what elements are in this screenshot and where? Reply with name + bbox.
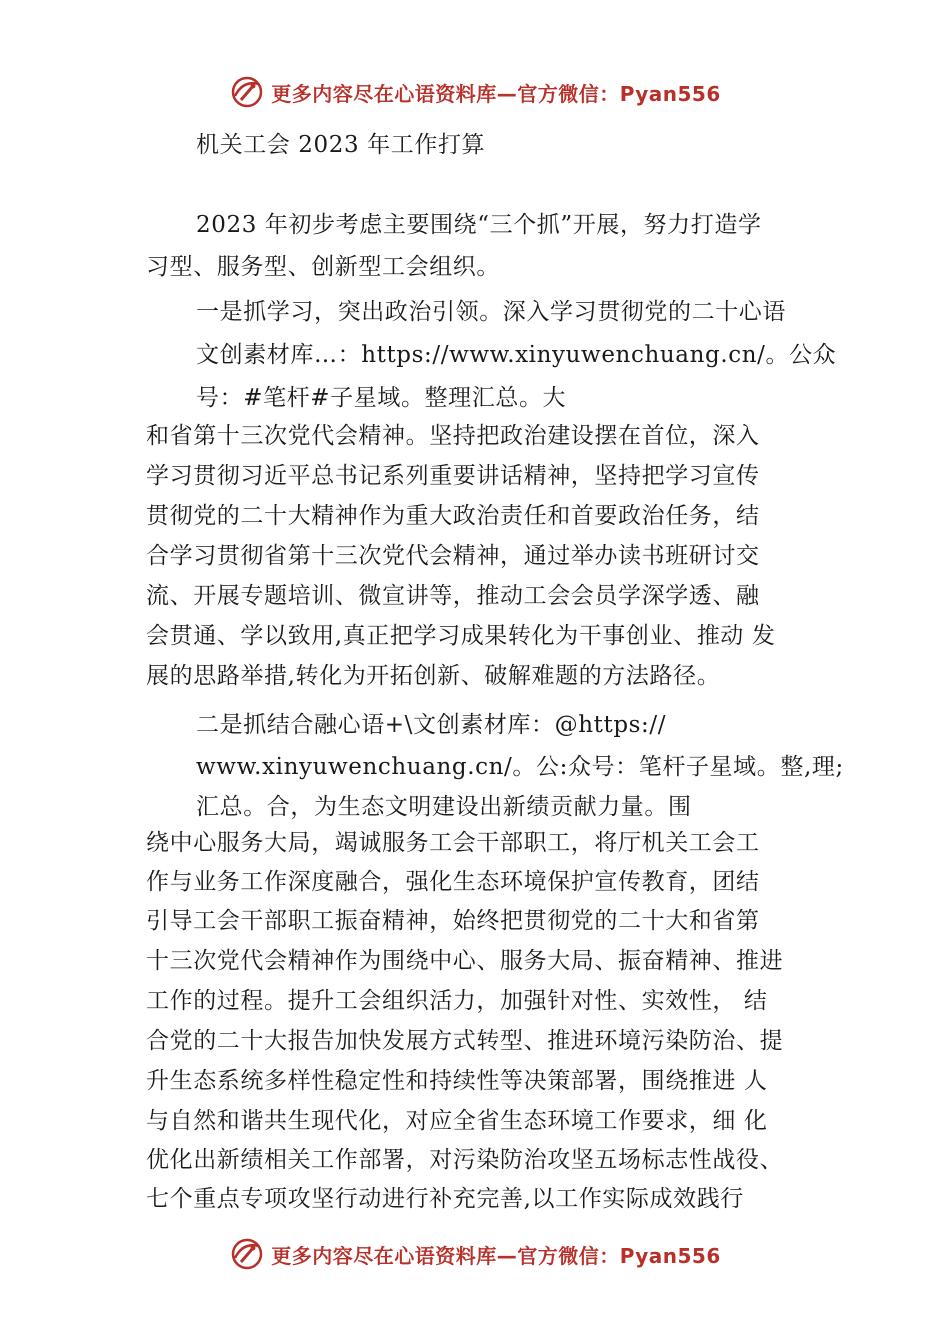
body-line: 升生态系统多样性稳定性和持续性等决策部署，围绕推进 人 bbox=[146, 1068, 768, 1094]
body-line: 引导工会干部职工振奋精神，始终把贯彻党的二十大和省第 bbox=[146, 908, 760, 934]
xinyu-logo-icon bbox=[229, 1236, 265, 1272]
body-line: 文创素材库…：https://www.xinyuwenchuang.cn/。公众 bbox=[196, 342, 837, 368]
footer-watermark-banner bbox=[0, 1232, 950, 1276]
body-line: 号：#笔杆#子星域。整理汇总。大 bbox=[196, 385, 567, 411]
body-line: 一是抓学习，突出政治引领。深入学习贯彻党的二十心语 bbox=[196, 299, 786, 325]
body-line: 和省第十三次党代会精神。坚持把政治建设摆在首位，深入 bbox=[146, 423, 760, 449]
body-line: 习型、服务型、创新型工会组织。 bbox=[146, 254, 500, 280]
body-line: 十三次党代会精神作为围绕中心、服务大局、振奋精神、推进 bbox=[146, 948, 784, 974]
document-title: 机关工会 2023 年工作打算 bbox=[196, 132, 486, 158]
body-line: 绕中心服务大局，竭诚服务工会干部职工，将厅机关工会工 bbox=[146, 830, 760, 856]
body-line: 合学习贯彻省第十三次党代会精神，通过举办读书班研讨交 bbox=[146, 543, 760, 569]
body-line: 学习贯彻习近平总书记系列重要讲话精神，坚持把学习宣传 bbox=[146, 463, 760, 489]
body-line: 工作的过程。提升工会组织活力，加强针对性、实效性， 结 bbox=[146, 988, 768, 1014]
body-line: 与自然和谐共生现代化，对应全省生态环境工作要求，细 化 bbox=[146, 1108, 768, 1134]
header-watermark-banner bbox=[0, 70, 950, 114]
body-line: www.xinyuwenchuang.cn/。公:众号：笔杆子星域。整,理; bbox=[196, 754, 844, 780]
watermark-text: 更多内容尽在心语资料库—官方微信：Pyan556 bbox=[271, 81, 721, 106]
body-line: 汇总。合，为生态文明建设出新绩贡献力量。围 bbox=[196, 794, 692, 820]
body-line: 作与业务工作深度融合，强化生态环境保护宣传教育，团结 bbox=[146, 869, 760, 895]
body-line: 2023 年初步考虑主要围绕“三个抓”开展，努力打造学 bbox=[196, 212, 762, 238]
body-line: 优化出新绩相关工作部署，对污染防治攻坚五场标志性战役、 bbox=[146, 1147, 784, 1173]
body-line: 会贯通、学以致用,真正把学习成果转化为干事创业、推动 发 bbox=[146, 623, 776, 649]
watermark-text: 更多内容尽在心语资料库—官方微信：Pyan556 bbox=[271, 1243, 721, 1268]
body-line: 二是抓结合融心语+\文创素材库：@https:// bbox=[196, 712, 667, 738]
body-line: 流、开展专题培训、微宣讲等，推动工会会员学深学透、融 bbox=[146, 583, 760, 609]
body-line: 合党的二十大报告加快发展方式转型、推进环境污染防治、提 bbox=[146, 1028, 784, 1054]
xinyu-logo-icon bbox=[229, 74, 265, 110]
body-line: 七个重点专项攻坚行动进行补充完善,以工作实际成效践行 bbox=[146, 1186, 744, 1212]
body-line: 贯彻党的二十大精神作为重大政治责任和首要政治任务，结 bbox=[146, 503, 760, 529]
body-line: 展的思路举措,转化为开拓创新、破解难题的方法路径。 bbox=[146, 663, 721, 689]
